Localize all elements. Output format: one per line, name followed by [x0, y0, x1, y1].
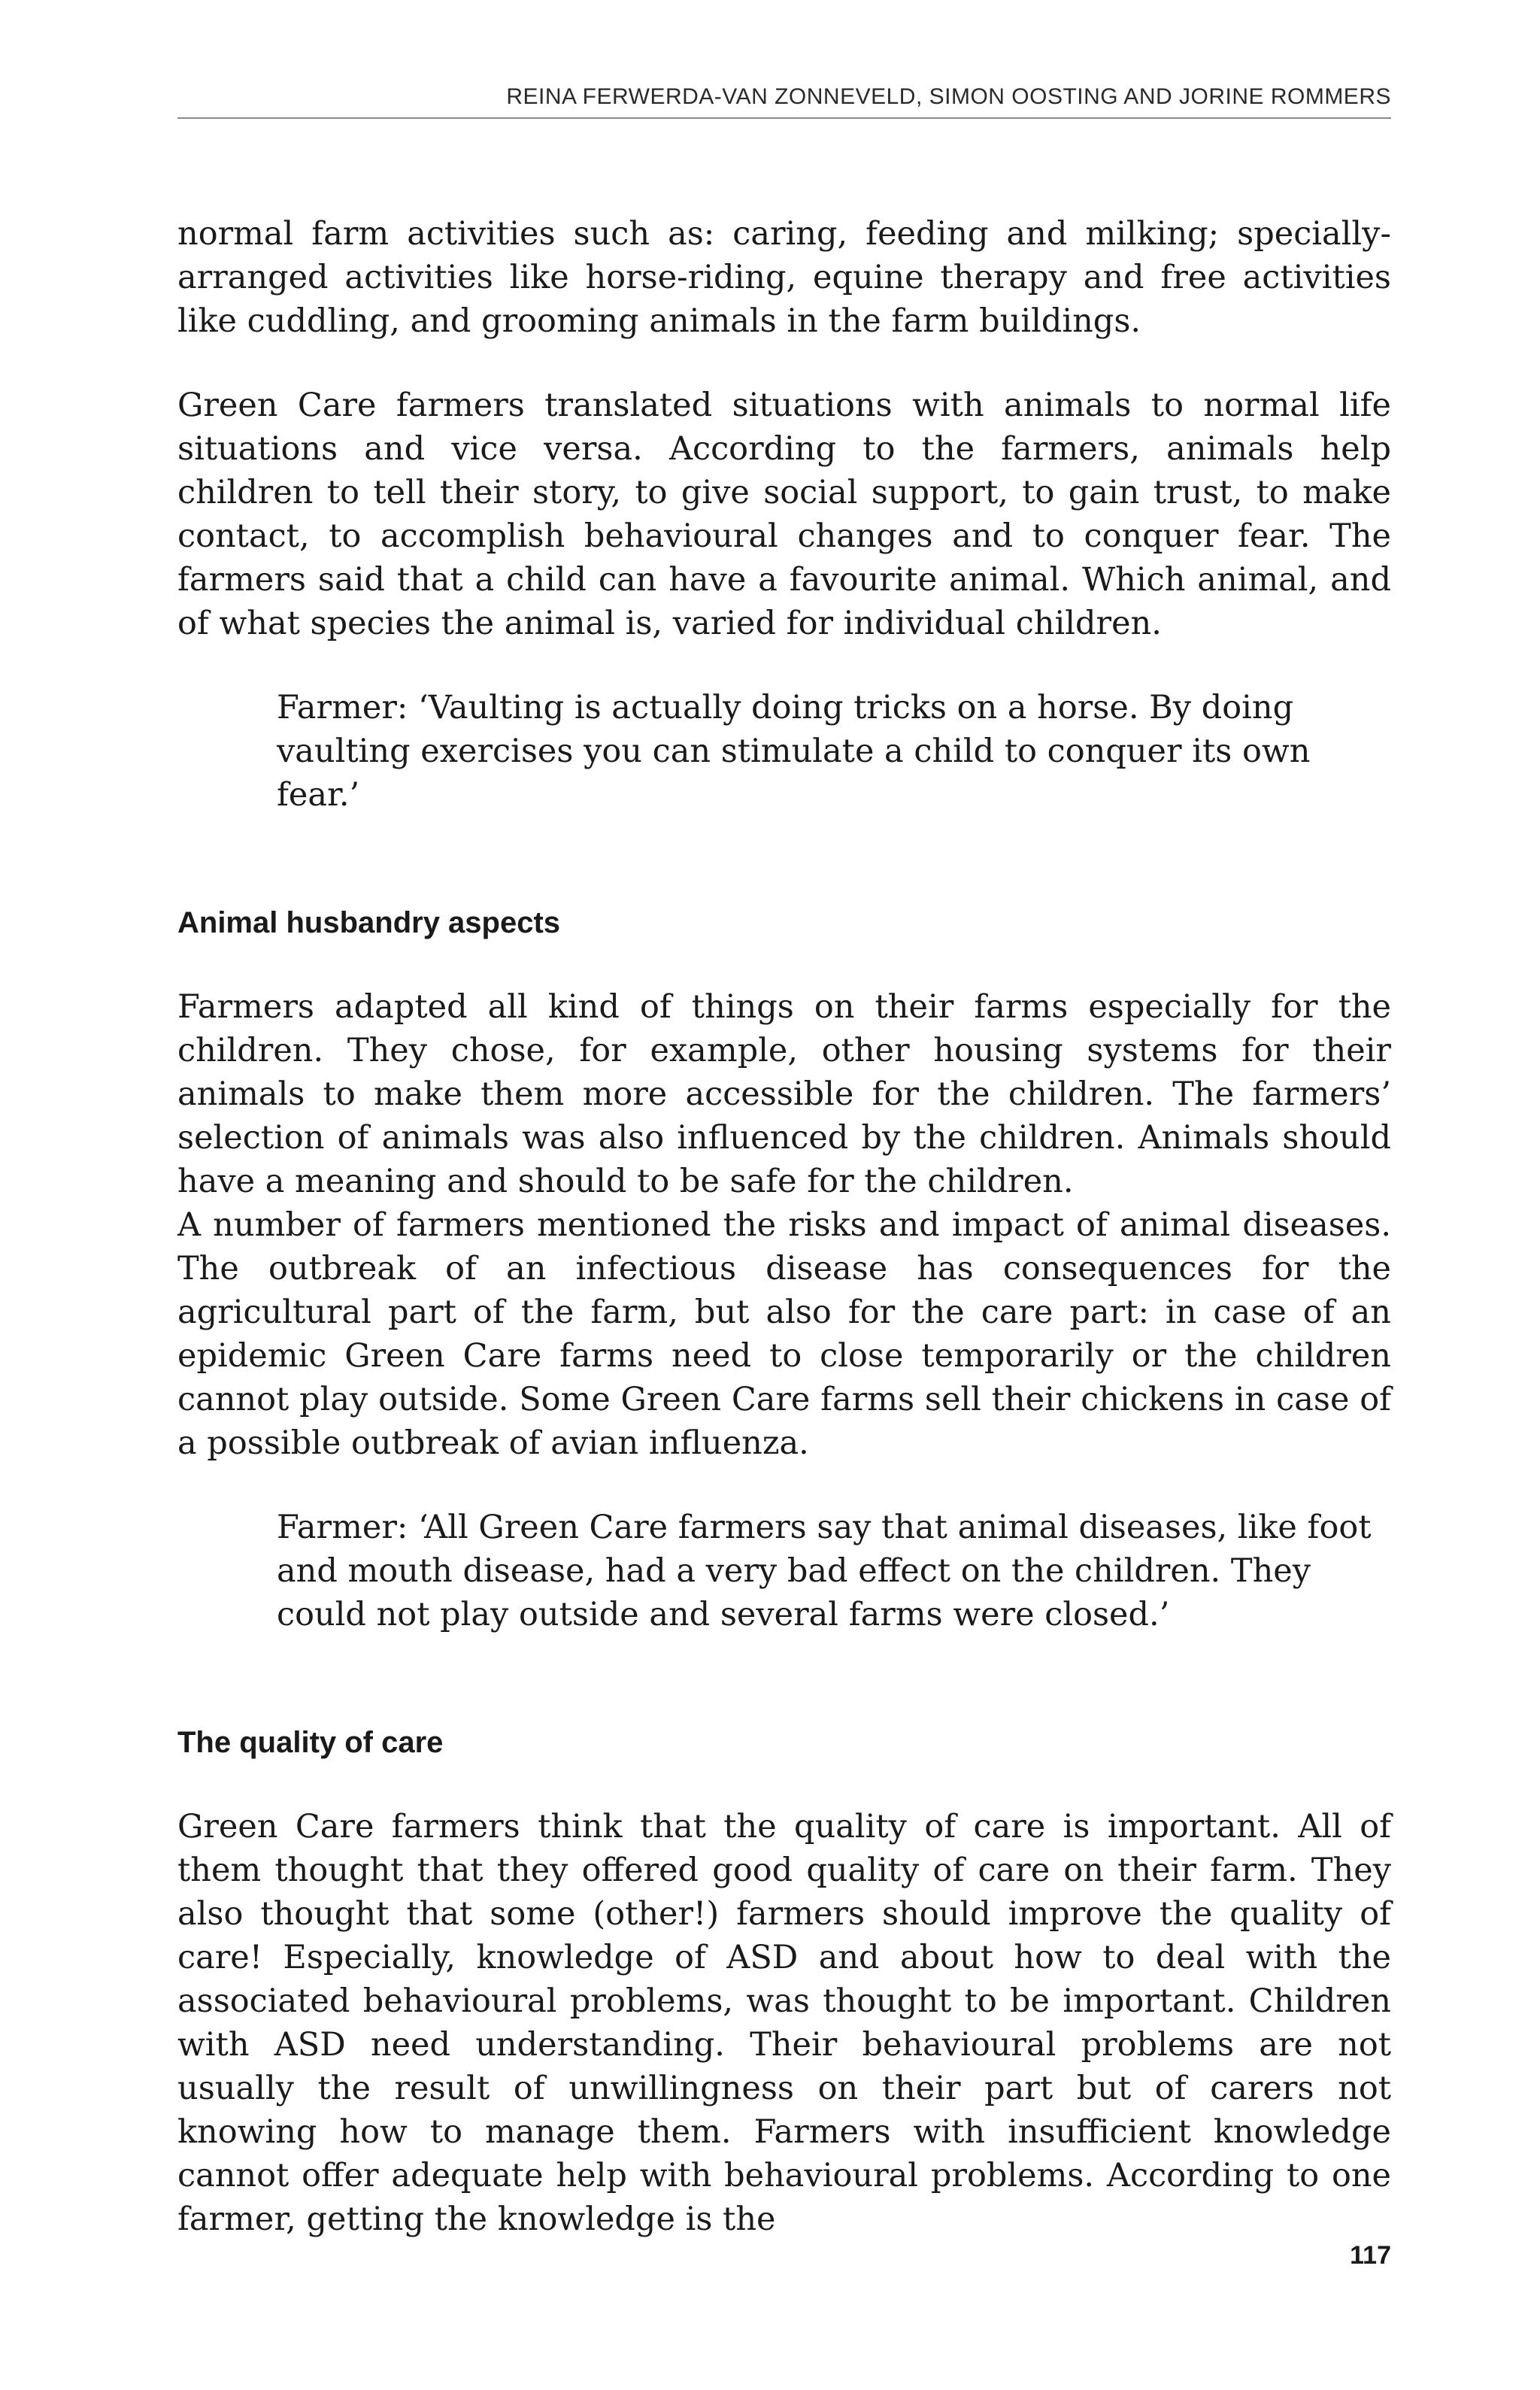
quote-animal-diseases: Farmer: ‘All Green Care farmers say that animal diseases, like foot and mouth disease, had a very bad effect on the children. They could not play outside and several farms were closed.’ [277, 1509, 1372, 1633]
running-head: REINA FERWERDA-VAN ZONNEVELD, SIMON OOSTING AND JORINE ROMMERS [506, 84, 1391, 109]
paragraph-quality-of-care: Green Care farmers think that the quality of care is important. All of them thought that they offered good quality of care on their farm. They also thought that some (other!) farmers should improve the quality of care! Especially, knowledge of ASD and about how to deal with the associated behavioural problems, was thought to be important. Children with ASD need understanding. Their behavioural problems are not usually the result of unwillingness on their part but of carers not knowing how to manage them. Farmers with insufficient knowledge cannot offer adequate help with behavioural problems. According to one farmer, getting the knowledge is the [177, 1808, 1391, 2238]
page-number: 117 [1350, 2241, 1391, 2270]
header-rule [177, 117, 1391, 119]
paragraph-farm-activities: normal farm activities such as: caring, feeding and milking; specially-arranged activities like horse-riding, equine therapy and free activities like cuddling, and grooming animals in the farm buildings. [177, 215, 1391, 340]
paragraph-farm-adaptations: Farmers adapted all kind of things on their farms especially for the children. They chose, for example, other housing systems for their animals to make them more accessible for the children. The farmers’ selection of animals was also influenced by the children. Animals should have a meaning and should to be safe for the children. [177, 988, 1391, 1200]
section-heading-animal-husbandry: Animal husbandry aspects [177, 906, 561, 939]
paragraph-animals-situations: Green Care farmers translated situations with animals to normal life situations and vice versa. According to the farmers, animals help children to tell their story, to give social support, to gain trust, to make contact, to accomplish behavioural changes and to conquer fear. The farmers said that a child can have a favourite animal. Which animal, and of what species the animal is, varied for individual children. [177, 387, 1391, 642]
paragraph-animal-diseases: A number of farmers mentioned the risks and impact of animal diseases. The outbreak of an infectious disease has consequences for the agricultural part of the farm, but also for the care part: in case of an epidemic Green Care farms need to close temporarily or the children cannot play outside. Some Green Care farms sell their chickens in case of a possible outbreak of avian influenza. [177, 1206, 1391, 1462]
quote-vaulting: Farmer: ‘Vaulting is actually doing tricks on a horse. By doing vaulting exercises you can stimulate a child to conquer its own fear.’ [277, 689, 1311, 814]
section-heading-quality-of-care: The quality of care [177, 1726, 444, 1759]
page-body [177, 212, 1391, 2282]
